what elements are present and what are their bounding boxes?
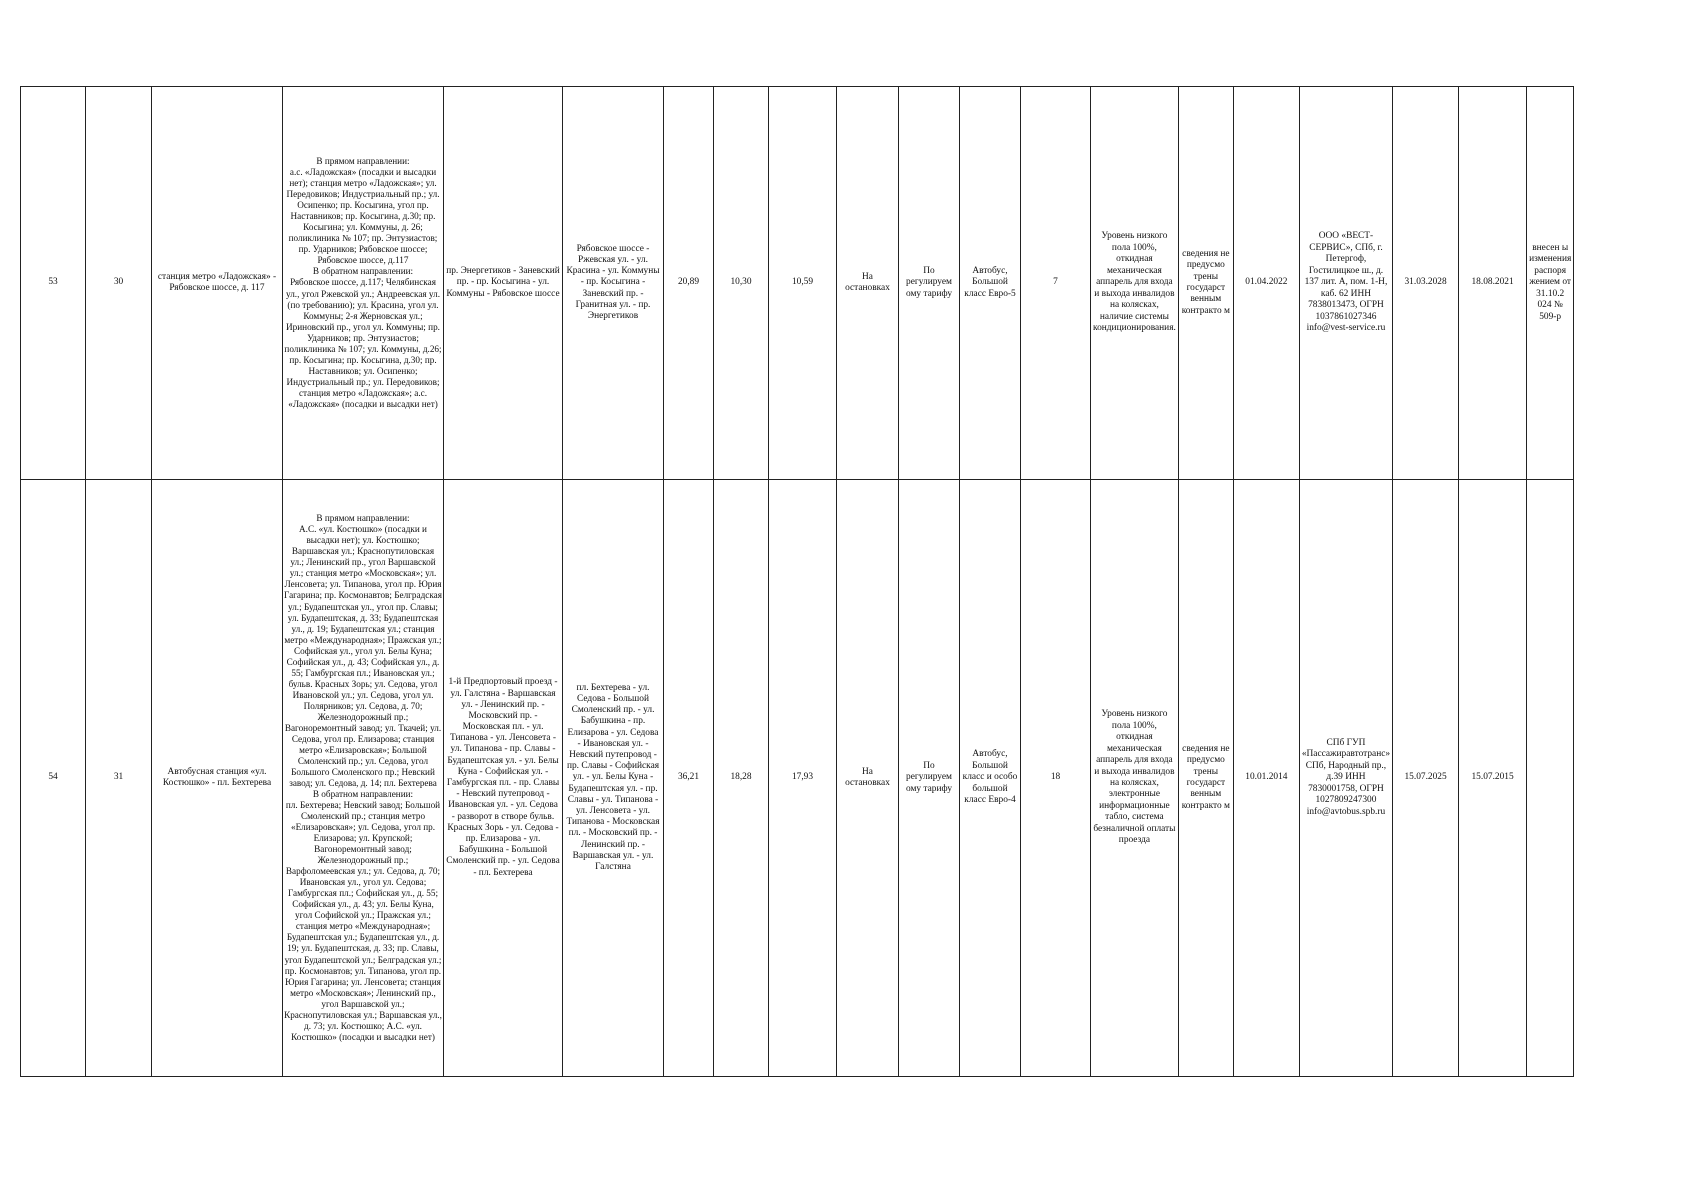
stop-order: На остановках	[837, 87, 899, 480]
route-stops: В прямом направлении: А.С. «ул. Костюшко» (посадки и высадки нет); ул. Костюшко; Варшавская ул.; Краснопутиловская ул.; Ленинский пр., угол Варшавской ул.; станция метро «Московская»; ул. Ленсовета; ул. Типанова, угол пр. Юрия Гагарина; пр. Космонавтов; Белградская ул.; Будапештская ул., угол пр. Славы; ул. Будапештская, д. 33; Будапештская ул., д. 19; Будапештская ул.; станция метро «Международная»; Пражская ул.; Софийская ул., угол ул. Белы Куна; Софийская ул., д. 43; Софийская ул., д. 55; Гамбургская пл.; Ивановская ул.; бульв. Красных Зорь; ул. Седова, угол Ивановской ул.; ул. Седова, угол ул. Полярников; ул. Седова, д. 70; Железнодорожный пр.; Вагоноремонтный завод; ул. Ткачей; ул. Седова, угол пр. Елизарова; станция метро «Елизаровская»; Большой Смоленский пр.; ул. Седова, угол Большого Смоленского пр.; Невский завод; ул. Седова, д. 14; пл. Бехтерева В обратном направлении: пл. Бехтерева; Невский завод; Большой Смоленский пр.; станция метро «Елизаровская»; ул. Седова, угол пр. Елизарова; ул. Крупской; Вагоноремонтный завод; Железнодорожный пр.; Варфоломеевская ул.; ул. Седова, д. 70; Ивановская ул., угол ул. Седова; Гамбургская пл.; Софийская ул., д. 55; Софийская ул., д. 43; ул. Белы Куна, угол Софийской ул.; Пражская ул.; станция метро «Международная»; Будапештская ул.; Будапештская ул., д. 19; ул. Будапештская, д. 33; пр. Славы, угол Будапештской ул.; Белградская ул.; пр. Космонавтов; ул. Типанова, угол пр. Юрия Гагарина; ул. Ленсовета; станция метро «Московская»; Ленинский пр., угол Варшавской ул.; Краснопутиловская ул.; Варшавская ул., д. 73; ул. Костюшко; А.С. «ул. Костюшко» (посадки и высадки нет)	[283, 480, 444, 1077]
vehicle-count: 18	[1021, 480, 1091, 1077]
fare-type: По регулируем ому тарифу	[899, 480, 960, 1077]
carrier-info: ООО «ВЕСТ-СЕРВИС», СПб, г. Петергоф, Гостилицкое ш., д. 137 лит. А, пом. 1-Н, каб. 62 ИНН 7838013473, ОГРН 1037861027346 info@vest-service.ru	[1299, 87, 1392, 480]
row-number: 54	[21, 480, 86, 1077]
streets-forward: пр. Энергетиков - Заневский пр. - пр. Косыгина - ул. Коммуны - Рябовское шоссе	[444, 87, 563, 480]
table-row	[21, 480, 1574, 1077]
route-name: Автобусная станция «ул. Костюшко» - пл. Бехтерева	[152, 480, 283, 1077]
route-length-total: 36,21	[664, 480, 714, 1077]
route-length-forward: 10,30	[714, 87, 769, 480]
end-date: 15.07.2025	[1393, 480, 1459, 1077]
carrier-info: СПб ГУП «Пассажиравтотранс» СПб, Народный пр., д.39 ИНН 7830001758, ОГРН 1027809247300 info@avtobus.spb.ru	[1299, 480, 1392, 1077]
vehicle-type: Автобус, Большой класс Евро-5	[960, 87, 1021, 480]
changes-note: внесен ы изменения распоря жением от 31.10.2 024 № 509-р	[1527, 87, 1574, 480]
start-date: 10.01.2014	[1233, 480, 1299, 1077]
start-date: 01.04.2022	[1233, 87, 1299, 480]
streets-forward: 1-й Предпортовый проезд - ул. Галстяна - Варшавская ул. - Ленинский пр. - Московский пр. - Московская пл. - ул. Типанова - ул. Ленсовета - ул. Типанова - пр. Славы - Будапештская ул. - ул. Белы Куна - Софийская ул. - Гамбургская пл. - пр. Славы - Невский путепровод - Ивановская ул. - ул. Седова - разворот в створе бульв. Красных Зорь - ул. Седова - пр. Елизарова - ул. Бабушкина - Большой Смоленский пр. - ул. Седова - пл. Бехтерева	[444, 480, 563, 1077]
route-length-backward: 17,93	[769, 480, 837, 1077]
route-length-forward: 18,28	[714, 480, 769, 1077]
row-number: 53	[21, 87, 86, 480]
registry-date: 18.08.2021	[1459, 87, 1527, 480]
route-name: станция метро «Ладожская» - Рябовское шоссе, д. 117	[152, 87, 283, 480]
route-length-backward: 10,59	[769, 87, 837, 480]
contract-info: сведения не предусмо трены государст венным контракто м	[1178, 87, 1233, 480]
end-date: 31.03.2028	[1393, 87, 1459, 480]
vehicle-equipment: Уровень низкого пола 100%, откидная механическая аппарель для входа и выхода инвалидов на колясках, электронные информационные табло, система безналичной оплаты проезда	[1091, 480, 1179, 1077]
changes-note	[1527, 480, 1574, 1077]
contract-info: сведения не предусмо трены государст венным контракто м	[1178, 480, 1233, 1077]
streets-backward: пл. Бехтерева - ул. Седова - Большой Смоленский пр. - ул. Бабушкина - пр. Елизарова - ул. Седова - Ивановская ул. - Невский путепровод - пр. Славы - Софийская ул. - ул. Белы Куна - Будапештская ул. - пр. Славы - ул. Типанова - ул. Ленсовета - ул. Типанова - Московская пл. - Московский пр. - Ленинский пр. - Варшавская ул. - ул. Галстяна	[563, 480, 664, 1077]
route-registry-table	[20, 86, 1574, 1077]
vehicle-count: 7	[1021, 87, 1091, 480]
stop-order: На остановках	[837, 480, 899, 1077]
table-row	[21, 87, 1574, 480]
registry-date: 15.07.2015	[1459, 480, 1527, 1077]
route-length-total: 20,89	[664, 87, 714, 480]
fare-type: По регулируем ому тарифу	[899, 87, 960, 480]
route-number: 31	[86, 480, 152, 1077]
vehicle-equipment: Уровень низкого пола 100%, откидная механическая аппарель для входа и выхода инвалидов на колясках, наличие системы кондиционирования.	[1091, 87, 1179, 480]
streets-backward: Рябовское шоссе - Ржевская ул. - ул. Красина - ул. Коммуны - пр. Косыгина - Заневский пр. - Гранитная ул. - пр. Энергетиков	[563, 87, 664, 480]
route-number: 30	[86, 87, 152, 480]
vehicle-type: Автобус, Большой класс и особо большой класс Евро-4	[960, 480, 1021, 1077]
route-stops: В прямом направлении: а.с. «Ладожская» (посадки и высадки нет); станция метро «Ладожская»; ул. Передовиков; Индустриальный пр.; ул. Осипенко; пр. Косыгина, угол пр. Наставников; пр. Косыгина, д.30; пр. Косыгина; ул. Коммуны, д. 26; поликлиника № 107; пр. Энтузиастов; пр. Ударников; Рябовское шоссе; Рябовское шоссе, д.117 В обратном направлении: Рябовское шоссе, д.117; Челябинская ул., угол Ржевской ул.; Андреевская ул. (по требованию); ул. Красина, угол ул. Коммуны; 2-я Жерновская ул.; Ириновский пр., угол ул. Коммуны; пр. Ударников; пр. Энтузиастов; поликлиника № 107; ул. Коммуны, д.26; пр. Косыгина; пр. Косыгина, д.30; пр. Наставников; ул. Осипенко; Индустриальный пр.; ул. Передовиков; станция метро «Ладожская»; а.с. «Ладожская» (посадки и высадки нет)	[283, 87, 444, 480]
